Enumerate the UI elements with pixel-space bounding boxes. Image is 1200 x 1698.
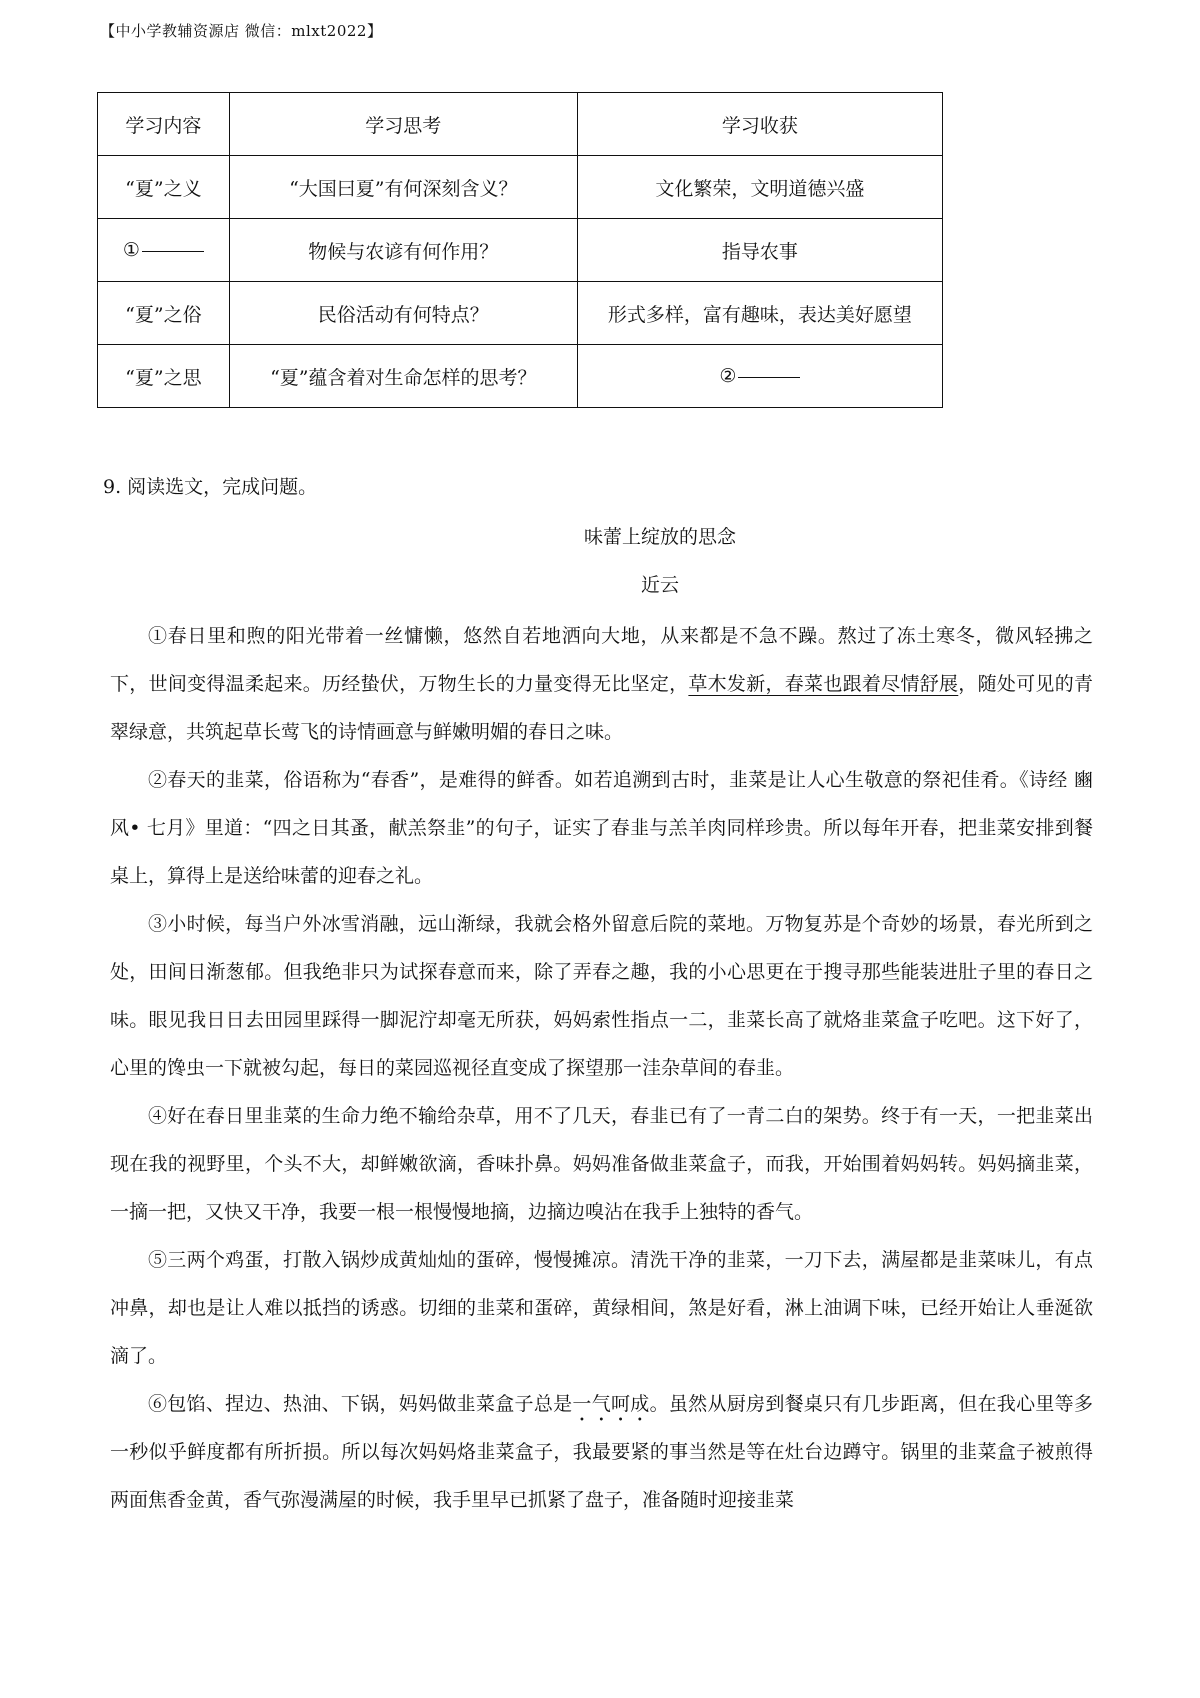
table-header-cell: 学习内容 (98, 93, 230, 156)
table-cell: 文化繁荣，文明道德兴盛 (577, 156, 942, 219)
table-row (98, 282, 943, 345)
paragraph-4: ④好在春日里韭菜的生命力绝不输给杂草，用不了几天，春韭已有了一青二白的架势。终于有一天，一把韭菜出现在我的视野里，个头不大，却鲜嫩欲滴，香味扑鼻。妈妈准备做韭菜盒子，而我，开始围着妈妈转。妈妈摘韭菜，一摘一把，又快又干净，我要一根一根慢慢地摘，边摘边嗅沾在我手上独特的香气。 (110, 1105, 1093, 1223)
fill-in-blank (738, 376, 800, 378)
paragraph-3: ③小时候，每当户外冰雪消融，远山渐绿，我就会格外留意后院的菜地。万物复苏是个奇妙的场景，春光所到之处，田间日渐葱郁。但我绝非只为试探春意而来，除了弄春之趣，我的小心思更在于搜寻那些能装进肚子里的春日之味。眼见我日日去田园里踩得一脚泥泞却毫无所获，妈妈索性指点一二，韭菜长高了就烙韭菜盒子吃吧。这下好了，心里的馋虫一下就被勾起，每日的菜园巡视径直变成了探望那一洼杂草间的春韭。 (110, 913, 1093, 1079)
paragraph-text: ①春日里和煦的阳光带着一丝慵懒，悠然自若地洒向大地，从来都是不急不躁。熬过了冻土寒冬，微风轻拂之下，世间变得温柔起来。历经蛰伏，万物生长的力量变得无比坚定， (110, 625, 1093, 695)
paragraph-5: ⑤三两个鸡蛋，打散入锅炒成黄灿灿的蛋碎，慢慢摊凉。清洗干净的韭菜，一刀下去，满屋都是韭菜味儿，有点冲鼻，却也是让人难以抵挡的诱惑。切细的韭菜和蛋碎，黄绿相间，煞是好看，淋上油调下味，已经开始让人垂涎欲滴了。 (110, 1249, 1093, 1367)
table-cell: “夏”之义 (98, 156, 230, 219)
question-prompt: 9. 阅读选文，完成问题。 (103, 476, 318, 498)
table-cell: “夏”之俗 (98, 282, 230, 345)
paragraph-1 (110, 612, 1093, 756)
table-header-cell: 学习收获 (577, 93, 942, 156)
article-body (110, 612, 1093, 1524)
table-row (98, 345, 943, 408)
blank-label: ① (122, 239, 140, 261)
underlined-phrase: 草木发新，春菜也跟着尽情舒展 (688, 673, 959, 695)
paragraph-text: ，随处可见的青翠绿意，共筑起草长莺飞的诗情画意与鲜嫩明媚的春日之味。 (110, 673, 1093, 743)
table-cell: 形式多样，富有趣味，表达美好愿望 (577, 282, 942, 345)
table-row (98, 156, 943, 219)
paragraph-6 (110, 1380, 1093, 1524)
paragraph-2: ②春天的韭菜，俗语称为“春香”，是难得的鲜香。如若追溯到古时，韭菜是让人心生敬意的祭祀佳肴。《诗经 豳风• 七月》里道：“四之日其蚤，献羔祭韭”的句子，证实了春韭与羔羊肉同样珍贵。所以每年开春，把韭菜安排到餐桌上，算得上是送给味蕾的迎春之礼。 (110, 769, 1093, 887)
table-cell: “大国曰夏”有何深刻含义？ (229, 156, 577, 219)
table-row (98, 219, 943, 282)
table-cell (577, 345, 942, 408)
dotted-phrase: 一气呵成 (572, 1393, 650, 1415)
fill-in-blank (142, 250, 204, 252)
study-table (97, 92, 943, 408)
article-title: 味蕾上绽放的思念 (583, 526, 736, 548)
table-cell: “夏”之思 (98, 345, 230, 408)
table-header-cell: 学习思考 (229, 93, 577, 156)
table-cell: 民俗活动有何特点？ (229, 282, 577, 345)
paragraph-text: ⑥包馅、捏边、热油、下锅，妈妈做韭菜盒子总是 (148, 1393, 573, 1415)
table-cell: “夏”蕴含着对生命怎样的思考？ (229, 345, 577, 408)
table-cell: 物候与农谚有何作用？ (229, 219, 577, 282)
source-header-note: 【中小学教辅资源店 微信：mlxt2022】 (100, 22, 383, 40)
article-author: 近云 (640, 574, 679, 596)
paragraph-text: 。虽然从厨房到餐桌只有几步距离，但在我心里等多一秒似乎鲜度都有所折损。所以每次妈妈烙韭菜盒子，我最要紧的事当然是等在灶台边蹲守。锅里的韭菜盒子被煎得两面焦香金黄，香气弥漫满屋的时候，我手里早已抓紧了盘子，准备随时迎接韭菜 (110, 1393, 1093, 1511)
table-header-row (98, 93, 943, 156)
blank-label: ② (719, 365, 737, 387)
table-cell: 指导农事 (577, 219, 942, 282)
table-cell (98, 219, 230, 282)
